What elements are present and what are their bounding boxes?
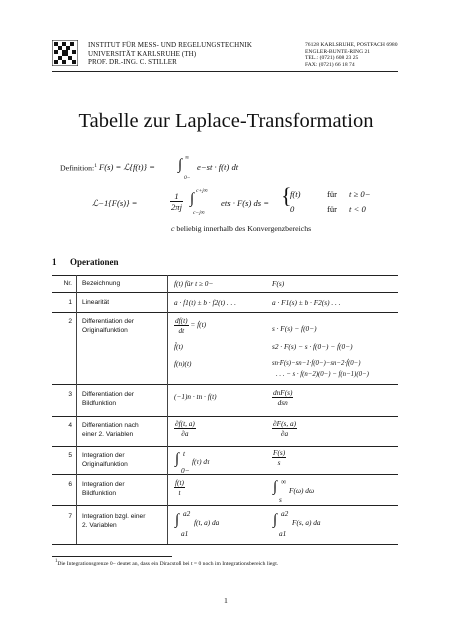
table-row-label: Linearität [82,299,110,306]
table-row-label: Differentiation der [82,318,134,325]
header-ft: f(t) für t ≥ 0− [174,279,214,288]
definition-label: Definition:$^1$ [60,163,98,173]
table-row-fs: $\frac{\text{dnF(s)}}{\text{dsn}}$ [273,388,293,407]
inverse-integrand: ets · F(s) ds = [221,198,270,208]
table-row-fs: $\frac{F(s)}{s}$ [273,448,286,467]
institute-line: UNIVERSITÄT KARLSRUHE (TH) [88,49,197,58]
definition-note: c beliebig innerhalb des Konvergenzbereichs [171,224,312,233]
header-fs: F(s) [272,279,285,288]
table-row-nr: 7 [68,513,72,520]
forward-integral-sign: ∫ [178,157,183,173]
case2-cond-word: für [327,204,338,214]
table-bottom-rule [52,544,398,545]
col-divider [167,275,168,544]
address-line: 76128 KARLSRUHE, POSTFACH 6980 [305,42,398,48]
integral-lower: s [279,495,282,504]
header-nr: Nr. [63,280,72,287]
case-brace: { [281,183,292,208]
table-row-ft: $\frac{f(t)}{t}$ [175,478,184,497]
integral-upper: ∞ [281,477,287,486]
table-row-label: Integration bzgl. einer [82,513,146,520]
section-heading: 1 Operationen [52,257,119,267]
row-rule [52,474,398,475]
table-row-fs: $\frac{\partial F(s, a)}{\partial a}$ [273,419,297,438]
case1-cond: t ≥ 0− [349,189,371,199]
row-rule [52,416,398,417]
case2-cond: t < 0 [349,204,366,214]
table-row-ft: a · f1(t) ± b · f2(t) . . . [174,298,236,307]
row-rule [52,312,398,313]
integral-lower: a1 [279,529,287,538]
table-row-label: Bildfunktion [82,400,117,407]
integral-upper: a2 [281,509,289,518]
table-header-rule [52,292,398,293]
table-row-label: Differentiation der [82,391,134,398]
address-line: TEL.: (0721) 608 23 25 [305,55,359,62]
table-row-label: Integration der [82,452,125,459]
table-row-fs: F(s, a) da [292,518,321,527]
table-row-nr: 6 [68,481,72,488]
inverse-fraction: $\frac{1}{2\pi j}$ [171,191,182,212]
table-row-ft: $\frac{\partial f(t, a)}{\partial a}$ [175,419,195,438]
case1-cond-word: für [327,189,338,199]
table-row-nr: 3 [68,391,72,398]
header-rule [52,71,398,72]
integral-sign: ∫ [175,451,180,467]
inverse-integral-lower: c−j∞ [193,210,205,216]
inverse-integral-upper: c+j∞ [196,188,208,194]
page-number: 1 [224,596,228,605]
table-row-label: Differentiation nach [82,422,139,429]
header-bezeichnung: Bezeichnung [82,280,121,287]
table-top-rule [52,275,398,276]
col-divider [76,275,77,544]
table-row-label: einer 2. Variablen [82,431,134,438]
table-row-ft: f̈(t) [174,342,183,351]
table-row-fs: . . . − s · f(n−2)(0−) − f(n−1)(0−) [276,371,369,378]
forward-integral-upper: ∞ [185,155,189,161]
case1-value: f(t) [290,189,301,199]
inverse-lhs: ℒ−1{F(s)} = [92,198,138,208]
table-row-fs: s2 · F(s) − s · f(0−) − ḟ(0−) [272,342,353,351]
integral-upper: t [183,449,186,458]
address-line: FAX: (0721) 66 18 74 [305,61,355,68]
table-row-nr: 1 [68,299,72,306]
integral-sign: ∫ [273,479,278,495]
forward-integrand: e−st · f(t) dt [197,162,239,172]
university-logo-icon [52,40,78,66]
page-title: Tabelle zur Laplace-Transformation [78,110,374,132]
table-row-nr: 5 [68,452,72,459]
table-row-ft: f(t, a) da [194,518,220,527]
table-row-label: Integration der [82,481,125,488]
table-row-fs: a · F1(s) ± b · F2(s) . . . [272,298,341,307]
table-row-fs: sn·F(s)−sn−1·f(0−)−sn−2·ḟ(0−) [272,360,361,367]
table-row-ft: (−1)n · tn · f(t) [174,392,217,401]
address-line: ENGLER-BUNTE-RING 21 [305,48,371,55]
integral-lower: 0− [181,466,190,475]
forward-integral-lower: 0− [184,175,191,181]
inverse-integral-sign: ∫ [190,191,195,207]
table-row-label: Bildfunktion [82,490,117,497]
institute-line: INSTITUT FÜR MESS- UND REGELUNGSTECHNIK [88,41,252,49]
row-rule [52,384,398,385]
table-row-label: Originalfunktion [82,461,128,468]
row-rule [52,446,398,447]
table-row-nr: 4 [68,422,72,429]
table-row-ft: f(n)(t) [174,359,192,368]
case2-value: 0 [290,204,295,214]
table-row-fs: s · F(s) − f(0−) [272,324,317,333]
integral-upper: a2 [183,509,191,518]
table-row-fs: F(ω) dω [289,486,315,495]
integral-sign: ∫ [175,512,180,528]
integral-lower: a1 [181,529,189,538]
table-row-ft: f(τ) dτ [192,457,210,466]
address-block [305,42,398,68]
footnote: $^1$Die Integrationsgrenze 0− deutet an, dass ein Diracstoß bei t = 0 noch im Integrationsbereich liegt. [55,559,279,567]
table-row-label: 2. Variablen [82,522,117,529]
institute-line: PROF. DR.-ING. C. STILLER [88,58,177,66]
forward-lhs: F(s) = ℒ{f(t)} = [99,162,155,172]
table-row-nr: 2 [68,318,72,325]
table-row-ft: $\frac{df(t)}{dt}$ = ḟ(t) [175,316,207,335]
footnote-rule [52,556,172,557]
table-row-label: Originalfunktion [82,327,128,334]
institute-block [88,41,252,67]
integral-sign: ∫ [273,512,278,528]
row-rule [52,505,398,506]
